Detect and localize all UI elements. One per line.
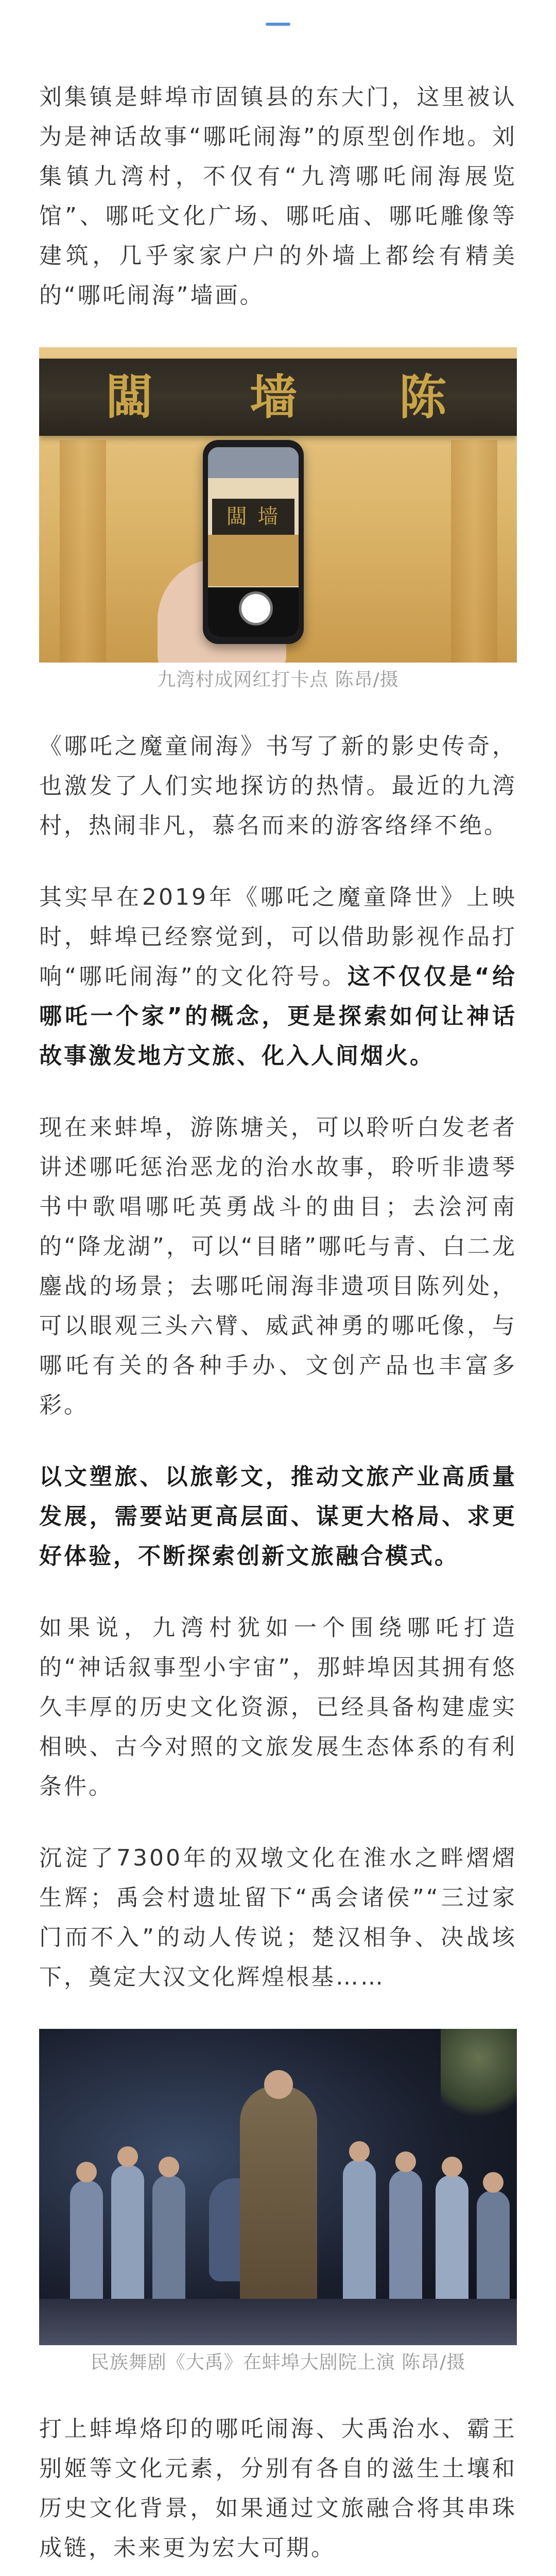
phone-status-bar: [208, 447, 299, 478]
plaque-char-2: 墙: [249, 369, 297, 425]
plaque-sign: [39, 359, 517, 436]
article-body: [39, 77, 517, 2576]
phone-screen: [208, 447, 299, 637]
paragraph-3-bold: 这不仅仅是“给哪吒一个家”的概念，更是探索如何让神话故事激发地方文旅、化入人间烟火。: [39, 963, 517, 1069]
performer-lead: [240, 2086, 317, 2307]
photo-dayu-dance-drama[interactable]: [39, 2029, 517, 2345]
pillar-left: [60, 440, 106, 663]
phone-wall: [208, 535, 299, 586]
photo-figure-1: [39, 347, 517, 694]
paragraph-3: [39, 877, 517, 1076]
dancer: [111, 2165, 144, 2314]
photo-figure-2: [39, 2029, 517, 2377]
photo-caption-1: 九湾村成网红打卡点 陈昂/摄: [157, 669, 399, 690]
paragraph-1: 刘集镇是蚌埠市固镇县的东大门，这里被认为是神话故事“哪吒闹海”的原型创作地。刘集镇九湾村，不仅有“九湾哪吒闹海展览馆”、哪吒文化广场、哪吒庙、哪吒雕像等建筑，几乎家家户户的外墙上都绘有精美的“哪吒闹海”墙画。: [39, 84, 517, 309]
dancer: [436, 2175, 468, 2314]
phone-camera-controls: [208, 587, 299, 637]
photo-caption-2: 民族舞剧《大禹》在蚌埠大剧院上演 陈昂/摄: [90, 2352, 466, 2373]
dancer: [70, 2180, 103, 2314]
paragraph-8: 打上蚌埠烙印的哪吒闹海、大禹治水、霸王别姬等文化元素，分别有各自的滋生土壤和历史文化背景，如果通过文旅融合将其串珠成链，未来更为宏大可期。: [39, 2416, 517, 2561]
shutter-icon: [239, 591, 273, 625]
stage-prop-tree: [441, 2029, 517, 2127]
pillar-right: [451, 440, 497, 663]
top-accent-bar: [266, 23, 290, 26]
smartphone: [203, 440, 304, 644]
paragraph-7: 沉淀了7300年的双墩文化在淮水之畔熠熠生辉；禹会村遗址留下“禹会诸侯”“三过家门而不入”的动人传说；楚汉相争、决战垓下，奠定大汉文化辉煌根基……: [39, 1845, 517, 1990]
dancer: [389, 2170, 422, 2314]
paragraph-2: 《哪吒之魔童闹海》书写了新的影史传奇，也激发了人们实地探访的热情。最近的九湾村，热闹非凡，慕名而来的游客络绎不绝。: [39, 733, 517, 839]
dancer: [152, 2175, 185, 2314]
paragraph-6: 如果说，九湾村犹如一个围绕哪吒打造的“神话叙事型小宇宙”，那蚌埠因其拥有悠久丰厚的历史文化资源，已经具备构建虚实相映、古今对照的文旅发展生态体系的有利条件。: [39, 1615, 517, 1800]
stage-floor: [39, 2299, 517, 2345]
dancer: [343, 2160, 376, 2314]
dancer: [477, 2191, 510, 2314]
paragraph-3-text: 其实早在2019年《哪吒之魔童降世》上映时，蚌埠已经察觉到，可以借助影视作品打响“哪吒闹海”的文化符号。: [39, 884, 517, 990]
phone-plaque-text: 闆 墙: [212, 499, 294, 535]
paragraph-5-bold: 以文塑旅、以旅彰文，推动文旅产业高质量发展，需要站更高层面、谋更大格局、求更好体验，不断探索创新文旅融合模式。: [39, 1464, 517, 1569]
plaque-char-3: 陈: [398, 369, 446, 425]
photo-jiuwan-village[interactable]: [39, 347, 517, 663]
plaque-char-1: 闆: [105, 369, 153, 425]
paragraph-5: [39, 1457, 517, 1576]
paragraph-4: 现在来蚌埠，游陈塘关，可以聆听白发老者讲述哪吒惩治恶龙的治水故事，聆听非遗琴书中歌唱哪吒英勇战斗的曲目；去浍河南的“降龙湖”，可以“目睹”哪吒与青、白二龙鏖战的场景；去哪吒闹海非遗项目陈列处，可以眼观三头六臂、威武神勇的哪吒像，与哪吒有关的各种手办、文创产品也丰富多彩。: [39, 1114, 517, 1418]
